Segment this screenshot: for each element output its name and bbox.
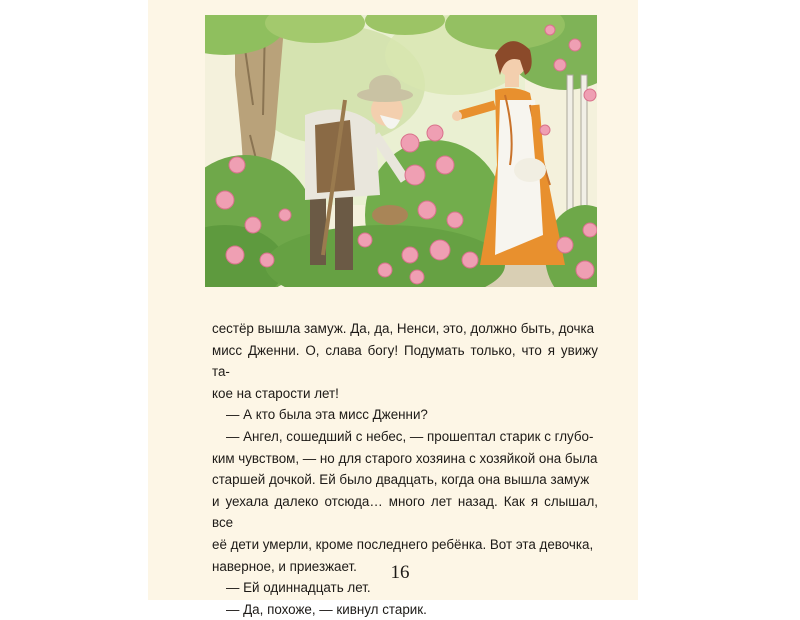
paragraph-5 <box>212 599 598 620</box>
text-line: — А кто была эта мисс Дженни? <box>226 407 428 423</box>
paragraph-3 <box>212 426 598 577</box>
paragraph-2 <box>212 404 598 426</box>
paragraph-1 <box>212 318 598 404</box>
illustration-drawing <box>205 15 597 287</box>
text-line: ким чувством, — но для старого хозяина с хозяйкой она была <box>212 450 598 466</box>
text-line: сестёр вышла замуж. Да, да, Ненси, это, должно быть, дочка <box>212 321 595 336</box>
text-line: старшей дочкой. Ей было двадцать, когда она вышла замуж <box>212 472 590 488</box>
text-line: — Да, похоже, — кивнул старик. <box>226 601 427 617</box>
text-line: кое на старости лет! <box>212 385 339 401</box>
text-line: и уехала далеко отсюда… много лет назад. Как я слышал, все <box>212 493 598 531</box>
page-number: 16 <box>390 562 410 583</box>
garden-illustration <box>205 15 597 287</box>
text-line: её дети умерли, кроме последнего ребёнка. Вот эта девочка, <box>212 536 594 552</box>
text-line: — Ей одиннадцать лет. <box>226 580 371 596</box>
text-line: — Ангел, сошедший с небес, — прошептал старик с глубо- <box>226 428 594 444</box>
text-line: мисс Дженни. О, слава богу! Подумать только, что я увижу та- <box>212 342 598 380</box>
text-line: наверное, и приезжает. <box>212 558 357 574</box>
